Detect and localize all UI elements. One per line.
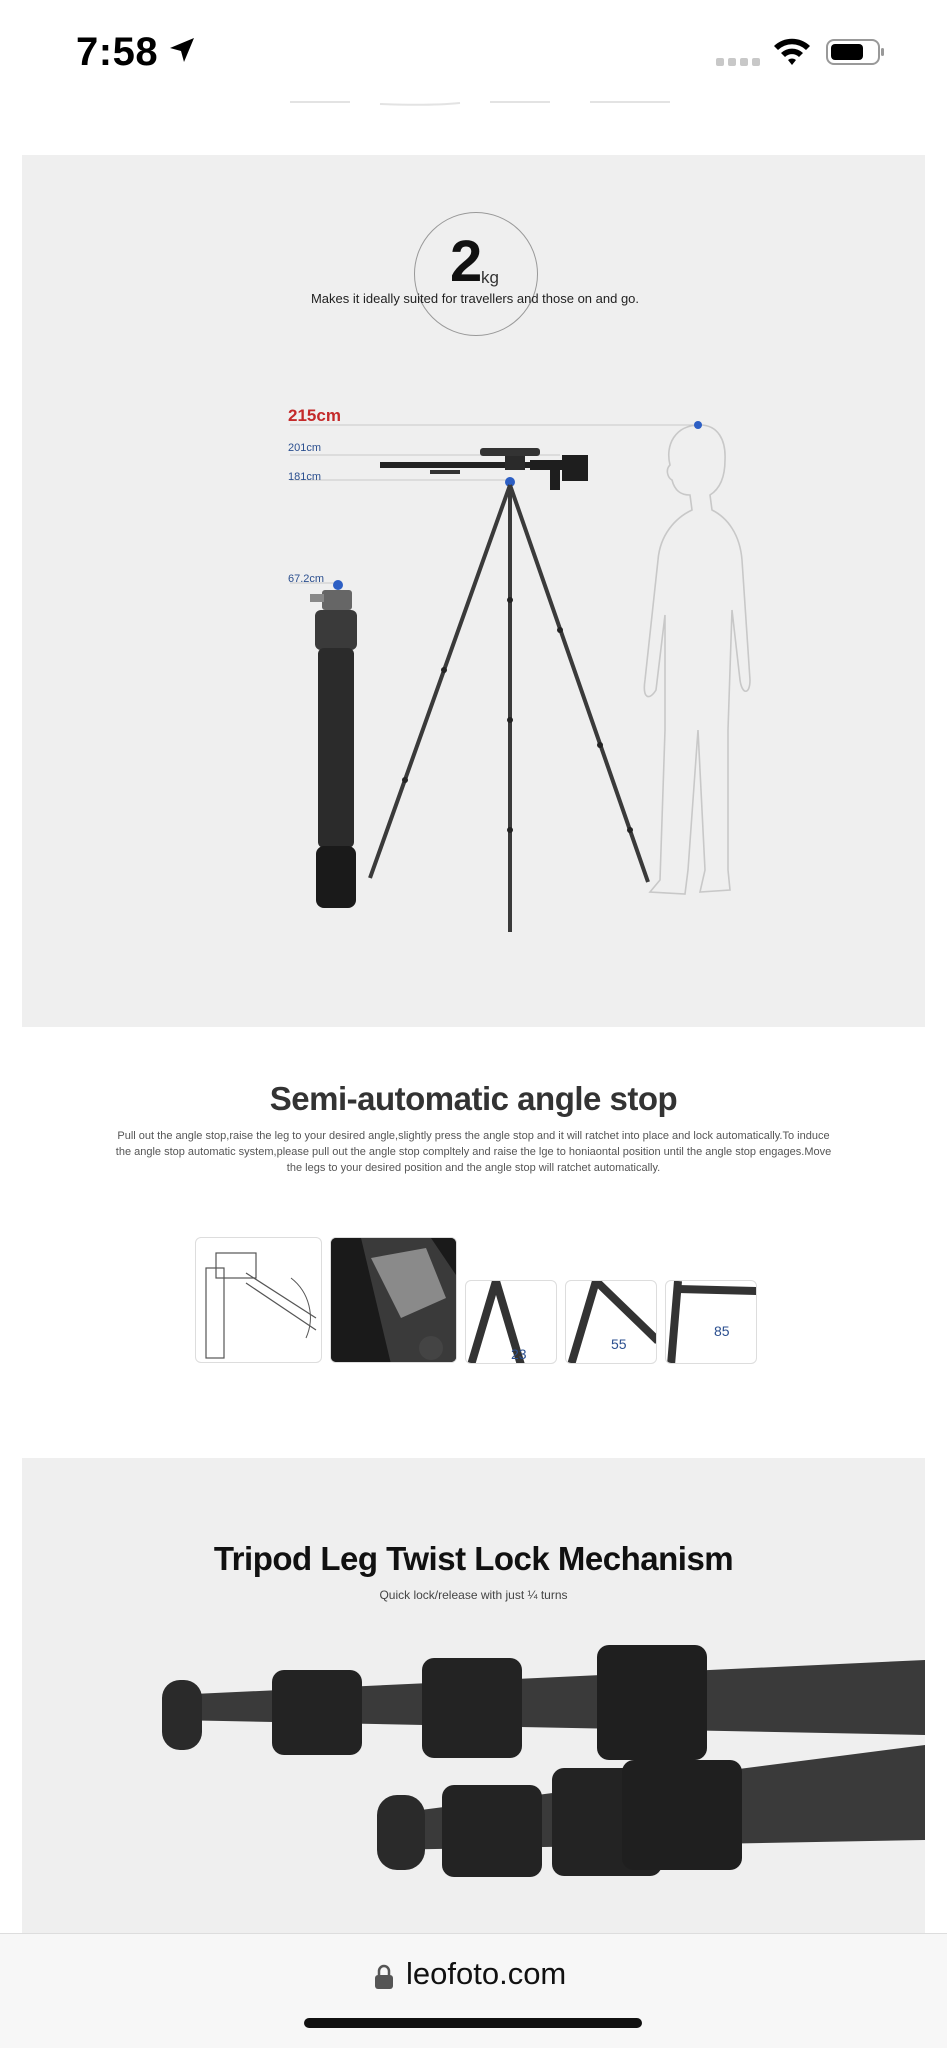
twist-lock-title: Tripod Leg Twist Lock Mechanism — [213, 1540, 734, 1577]
weight-caption: Makes it ideally suited for travellers and those on and go. — [310, 291, 640, 306]
angle-23-label: 23 — [511, 1346, 527, 1362]
rifle-shape — [380, 448, 588, 490]
battery-icon — [826, 38, 886, 66]
angle-55-image — [566, 1281, 657, 1364]
cellular-signal-icon — [716, 58, 762, 66]
weight-value: 2 — [450, 229, 483, 294]
angle-diagram-image — [196, 1238, 322, 1363]
folded-tripod-shape — [310, 580, 357, 908]
height-label-181: 181cm — [288, 471, 322, 483]
angle-85-label: 85 — [714, 1323, 730, 1339]
angle-stop-diagram-thumb[interactable] — [195, 1237, 322, 1363]
angle-stop-closeup-thumb[interactable] — [330, 1237, 457, 1363]
status-time: 7:58 — [76, 30, 159, 74]
twist-lock-subtitle: Quick lock/release with just ¼ turns — [379, 1588, 568, 1602]
height-label-201: 201cm — [288, 442, 322, 454]
angle-23-image — [466, 1281, 557, 1364]
angle-stop-gallery — [195, 1235, 760, 1365]
angle-85-image — [666, 1281, 757, 1364]
angle-closeup-image — [331, 1238, 457, 1363]
home-indicator — [304, 2018, 642, 2028]
angle-55-label: 55 — [611, 1336, 627, 1352]
weight-unit: kg — [481, 268, 499, 287]
location-arrow-icon — [168, 36, 196, 64]
tripod-height-illustration — [280, 400, 760, 940]
person-silhouette — [644, 425, 750, 894]
lock-icon — [374, 1964, 394, 1990]
angle-85-thumb[interactable] — [665, 1280, 757, 1364]
height-label-folded: 67.2cm — [288, 573, 325, 585]
height-label-max: 215cm — [288, 406, 341, 425]
status-bar — [0, 0, 947, 100]
url-text[interactable]: leofoto.com — [406, 1956, 567, 1991]
faint-page-divider — [290, 100, 670, 106]
wifi-icon — [772, 36, 812, 66]
angle-23-thumb[interactable] — [465, 1280, 557, 1364]
tripod-legs-image — [22, 1610, 925, 1933]
angle-55-thumb[interactable] — [565, 1280, 657, 1364]
angle-stop-description: Pull out the angle stop,raise the leg to your desired angle,slightly press the angle stop and it will ratchet into place and lock automatically.To induce the angle stop automatic system,please pull out the angle stop compltely and raise the lge to honiaontal position until the angle stop engages.Move the legs to your desired position and the angle stop will ratchet automatically. — [115, 1130, 832, 1174]
angle-stop-title: Semi-automatic angle stop — [269, 1080, 678, 1117]
